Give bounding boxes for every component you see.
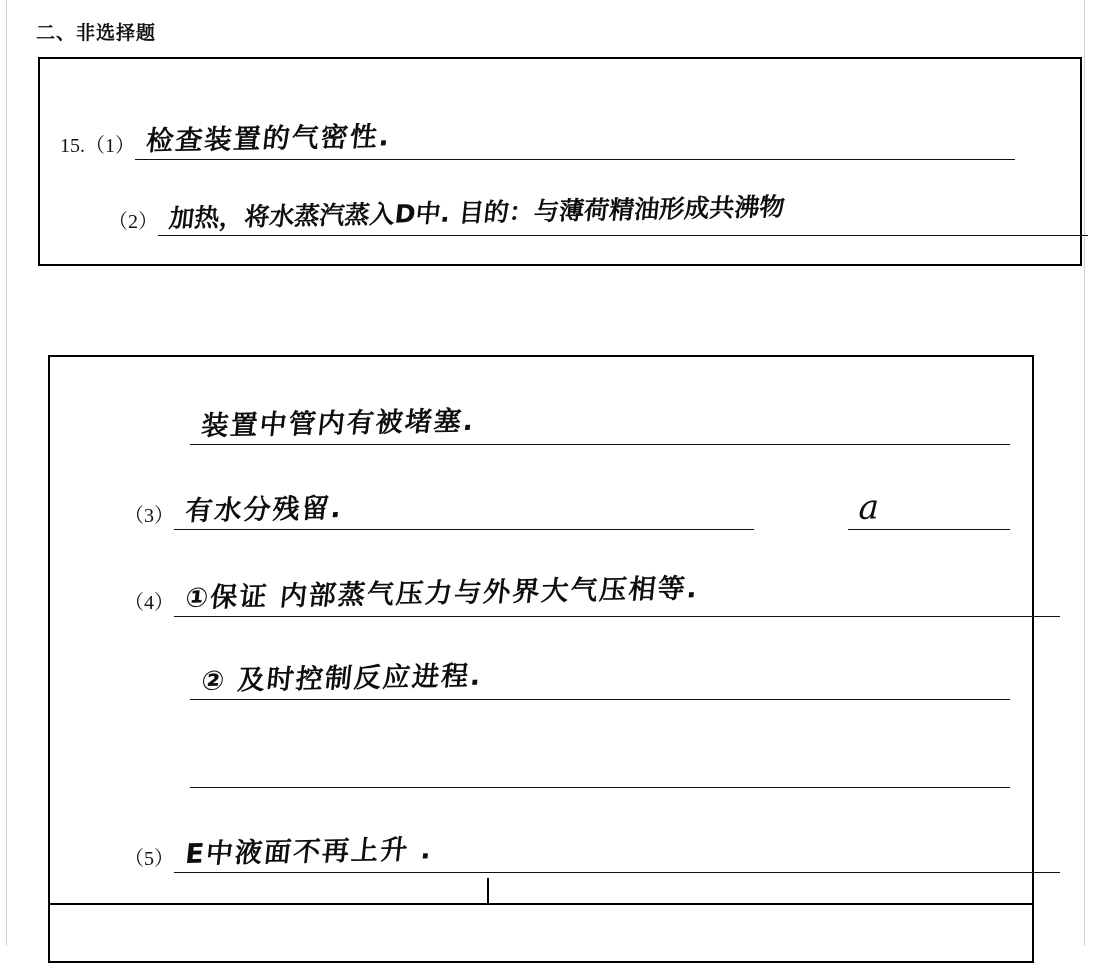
item-label-5: （5） [124, 848, 174, 870]
answer-row-15-1 [60, 120, 1015, 160]
answer-row-blank [190, 748, 1010, 788]
write-line-15-2 [158, 192, 1088, 236]
answer-row-5 [124, 833, 1060, 873]
answer-row-3-side [848, 487, 1010, 530]
question-number-15: 15. [60, 135, 85, 157]
answer-row-4-second [190, 660, 1010, 700]
answer-row-15-2 [108, 192, 1088, 236]
item-label-3: （3） [124, 505, 174, 527]
write-line-blank [190, 748, 1010, 788]
answer-row-4 [124, 573, 1060, 617]
handwriting-4-line2: ② 及时控制反应进程. [199, 660, 485, 697]
write-line-15-1 [135, 120, 1015, 160]
handwriting-5: E中液面不再上升 . [183, 834, 435, 870]
handwriting-3-side: a [857, 487, 880, 528]
item-label-1: （1） [85, 135, 135, 157]
write-line-3-side [848, 487, 1010, 530]
write-line-extra [190, 405, 1010, 445]
write-line-4 [174, 573, 1060, 617]
box-divider-tick [487, 878, 489, 904]
handwriting-4-line1: ①保证 内部蒸气压力与外界大气压相等. [183, 573, 701, 614]
answer-row-extra [190, 405, 1010, 445]
handwriting-15-1: 检查装置的气密性. [144, 121, 393, 157]
scan-edge-left [0, 0, 7, 946]
item-label-2: （2） [108, 211, 158, 233]
handwriting-3: 有水分残留. [183, 492, 345, 527]
write-line-3 [174, 490, 754, 530]
item-label-4: （4） [124, 592, 174, 614]
write-line-5 [174, 833, 1060, 873]
handwriting-extra: 装置中管内有被堵塞. [199, 405, 477, 442]
answer-row-3 [124, 490, 754, 530]
write-line-4-second [190, 660, 1010, 700]
scan-edge-right [1084, 0, 1093, 946]
answer-box-bottom-partial [48, 903, 1034, 963]
page-title: 二、非选择题 [36, 23, 157, 44]
handwriting-15-2: 加热，将水蒸汽蒸入D中. 目的：与薄荷精油形成共沸物 [167, 192, 787, 233]
